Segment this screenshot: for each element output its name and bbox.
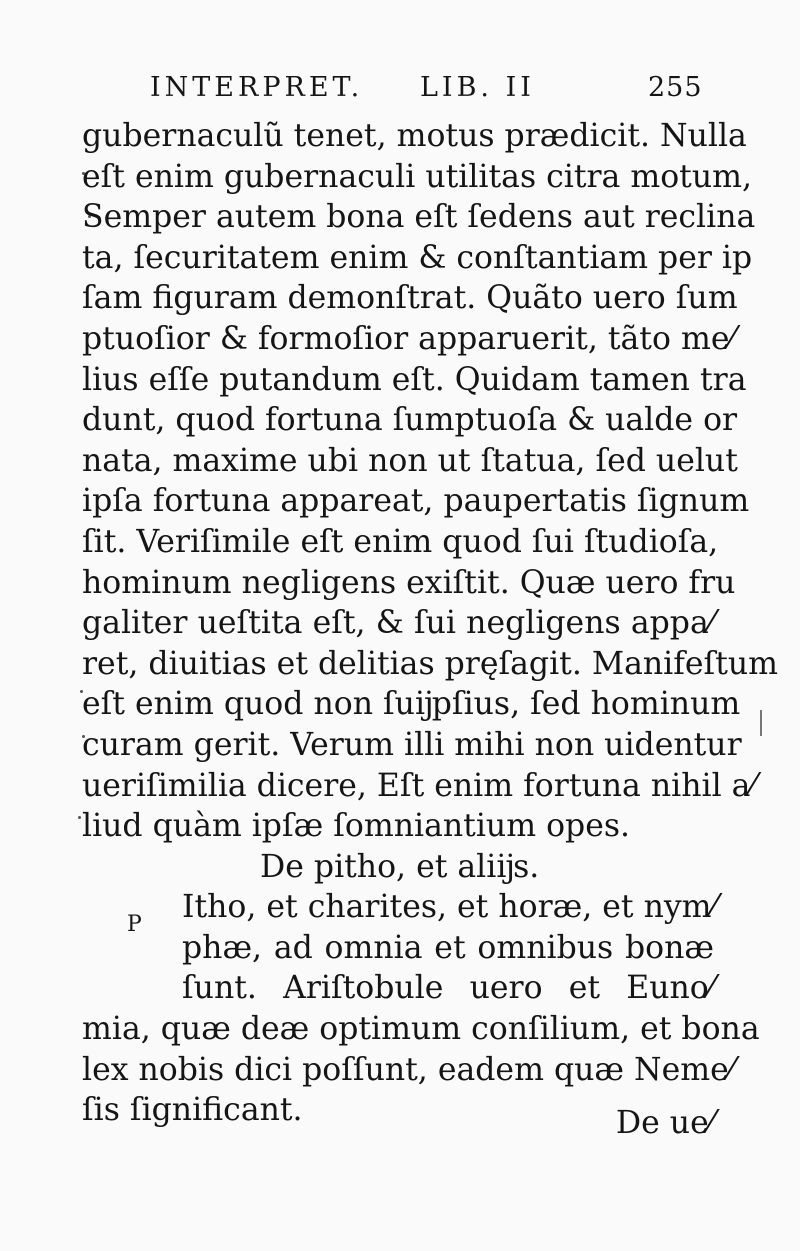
header-title: INTERPRET. xyxy=(150,72,364,103)
section-line: ſis ſignificant. xyxy=(82,1092,303,1129)
text-line: ueriſimilia dicere, Eſt enim fortuna nihil a⁄ xyxy=(82,767,756,804)
margin-mark xyxy=(760,710,762,736)
text-line: ſit. Veriſimile eſt enim quod ſui ſtudioſa, xyxy=(82,523,719,560)
text-line: dunt, quod fortuna ſumptuoſa & ualde or xyxy=(82,402,738,439)
text-line: ptuoſior & formoſior apparuerit, tãto me⁄ xyxy=(82,320,735,357)
section-heading: De pitho, et aliĳs. xyxy=(260,848,540,885)
text-line: galiter ueſtita eſt, & ſui negligens appa⁄ xyxy=(82,605,714,642)
page-number: 255 xyxy=(648,72,703,103)
running-header xyxy=(150,68,710,108)
section-line: lex nobis dici poſſunt, eadem quæ Neme⁄ xyxy=(82,1051,734,1088)
header-book: LIB. II xyxy=(420,72,535,103)
section-line: mia, quæ deæ optimum conſilium, et bona xyxy=(82,1011,760,1048)
section-line: Itho, et charites, et horæ, et nym⁄ xyxy=(182,889,717,926)
text-line: eſt enim gubernaculi utilitas citra motum, xyxy=(82,158,753,195)
text-line: nata, maxime ubi non ut ſtatua, ſed uelut xyxy=(82,442,738,479)
marginal-note: P xyxy=(127,912,142,937)
catchword: De ue⁄ xyxy=(615,1105,714,1141)
text-line: ipſa fortuna appareat, paupertatis ſignum xyxy=(82,483,750,520)
edge-dot xyxy=(78,816,81,819)
text-line: curam gerit. Verum illi mihi non uidentur xyxy=(82,726,742,763)
text-line: liud quàm ipſæ ſomniantium opes. xyxy=(82,808,631,845)
main-text xyxy=(82,116,779,1131)
text-line: lius eſſe putandum eſt. Quidam tamen tra xyxy=(82,361,747,398)
text-line: Semper autem bona eſt ſedens aut reclina xyxy=(82,199,756,236)
text-line: ta, ſecuritatem enim & conſtantiam per ip xyxy=(82,239,753,276)
text-line: gubernaculũ tenet, motus prædicit. Nulla xyxy=(82,118,747,154)
text-line: hominum negligens exiſtit. Quæ uero fru xyxy=(82,564,736,601)
text-line: ret, diuitias et delitias pręſagit. Manifeſtum xyxy=(82,645,779,682)
text-line: ſam figuram demonſtrat. Quãto uero ſum xyxy=(82,280,738,317)
section-line: ſunt. Ariſtobule uero et Euno⁄ xyxy=(182,970,714,1007)
text-line: eſt enim quod non ſuĳpſius, ſed hominum xyxy=(82,686,741,723)
section-line: phæ, ad omnia et omnibus bonæ xyxy=(182,929,714,966)
